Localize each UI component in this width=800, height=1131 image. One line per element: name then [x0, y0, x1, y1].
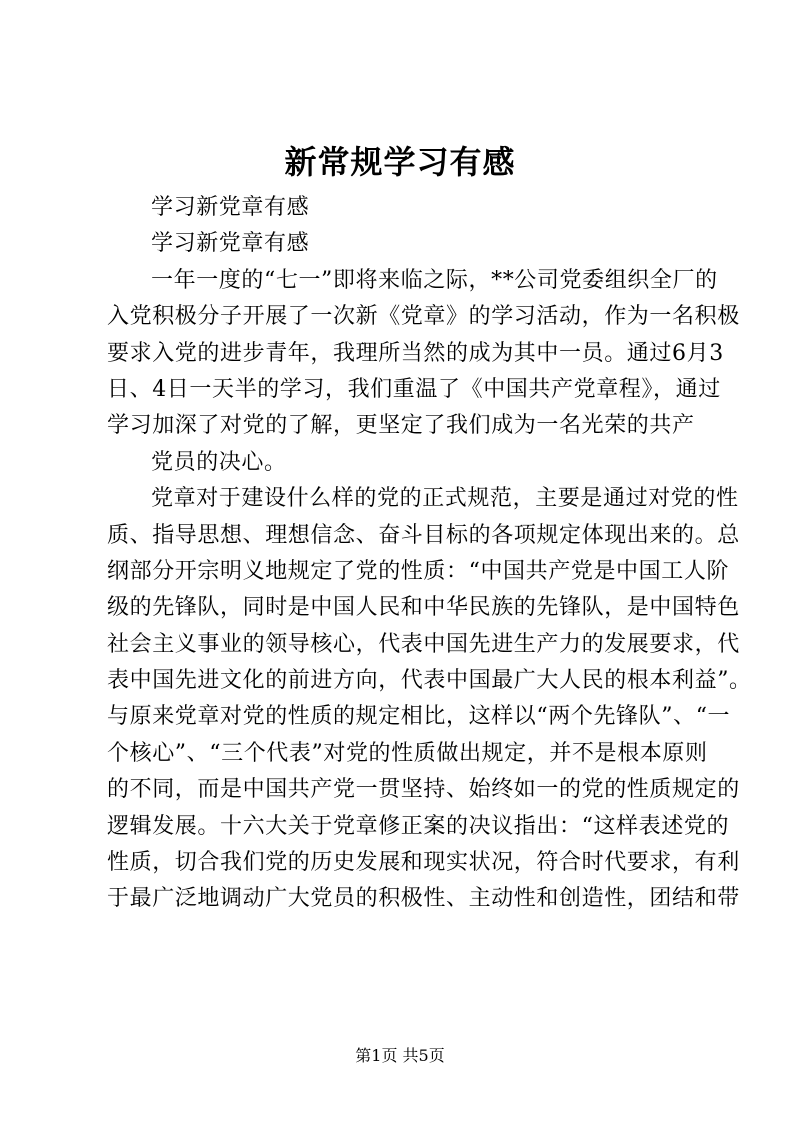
- document-body: [107, 190, 752, 918]
- text-line: 个核心”、“三个代表”对党的性质做出规定，并不是根本原则: [107, 740, 708, 766]
- text-line: 逻辑发展。十六大关于党章修正案的决议指出：“这样表述党的: [107, 813, 730, 839]
- text-line: 入党积极分子开展了一次新《党章》的学习活动，作为一名积极: [107, 304, 740, 330]
- text-line: 学习新党章有感: [151, 195, 310, 220]
- text-line: 学习加深了对党的了解，更坚定了我们成为一名光荣的共产: [107, 413, 695, 439]
- text-line: 学习新党章有感: [151, 231, 310, 257]
- text-line: 级的先锋队，同时是中国人民和中华民族的先锋队，是中国特色: [107, 595, 740, 621]
- text-line: 日、4日一天半的学习，我们重温了《中国共产党章程》，通过: [107, 376, 721, 402]
- text-line: 于最广泛地调动广大党员的积极性、主动性和创造性，团结和带: [107, 886, 740, 912]
- text-line: 与原来党章对党的性质的规定相比，这样以“两个先锋队”、“一: [107, 704, 731, 730]
- text-line: 一年一度的“七一”即将来临之际，**公司党委组织全厂的: [151, 267, 718, 293]
- text-line: 社会主义事业的领导核心，代表中国先进生产力的发展要求，代: [107, 631, 740, 657]
- text-line: 要求入党的进步青年，我理所当然的成为其中一员。通过6月3: [107, 340, 724, 366]
- page-number-footer: 第1页 共5页: [355, 1046, 445, 1065]
- text-line: 质、指导思想、理想信念、奋斗目标的各项规定体现出来的。总: [107, 522, 740, 548]
- document-title: 新常规学习有感: [284, 143, 516, 181]
- text-line: 的不同，而是中国共产党一贯坚持、始终如一的党的性质规定的: [107, 777, 740, 803]
- text-line: 党章对于建设什么样的党的正式规范，主要是通过对党的性: [151, 486, 739, 512]
- text-line: 表中国先进文化的前进方向，代表中国最广大人民的根本利益”。: [107, 668, 752, 694]
- text-line: 性质，切合我们党的历史发展和现实状况，符合时代要求，有利: [107, 850, 740, 876]
- text-line: 纲部分开宗明义地规定了党的性质：“中国共产党是中国工人阶: [107, 558, 730, 584]
- text-line: 党员的决心。: [151, 449, 287, 475]
